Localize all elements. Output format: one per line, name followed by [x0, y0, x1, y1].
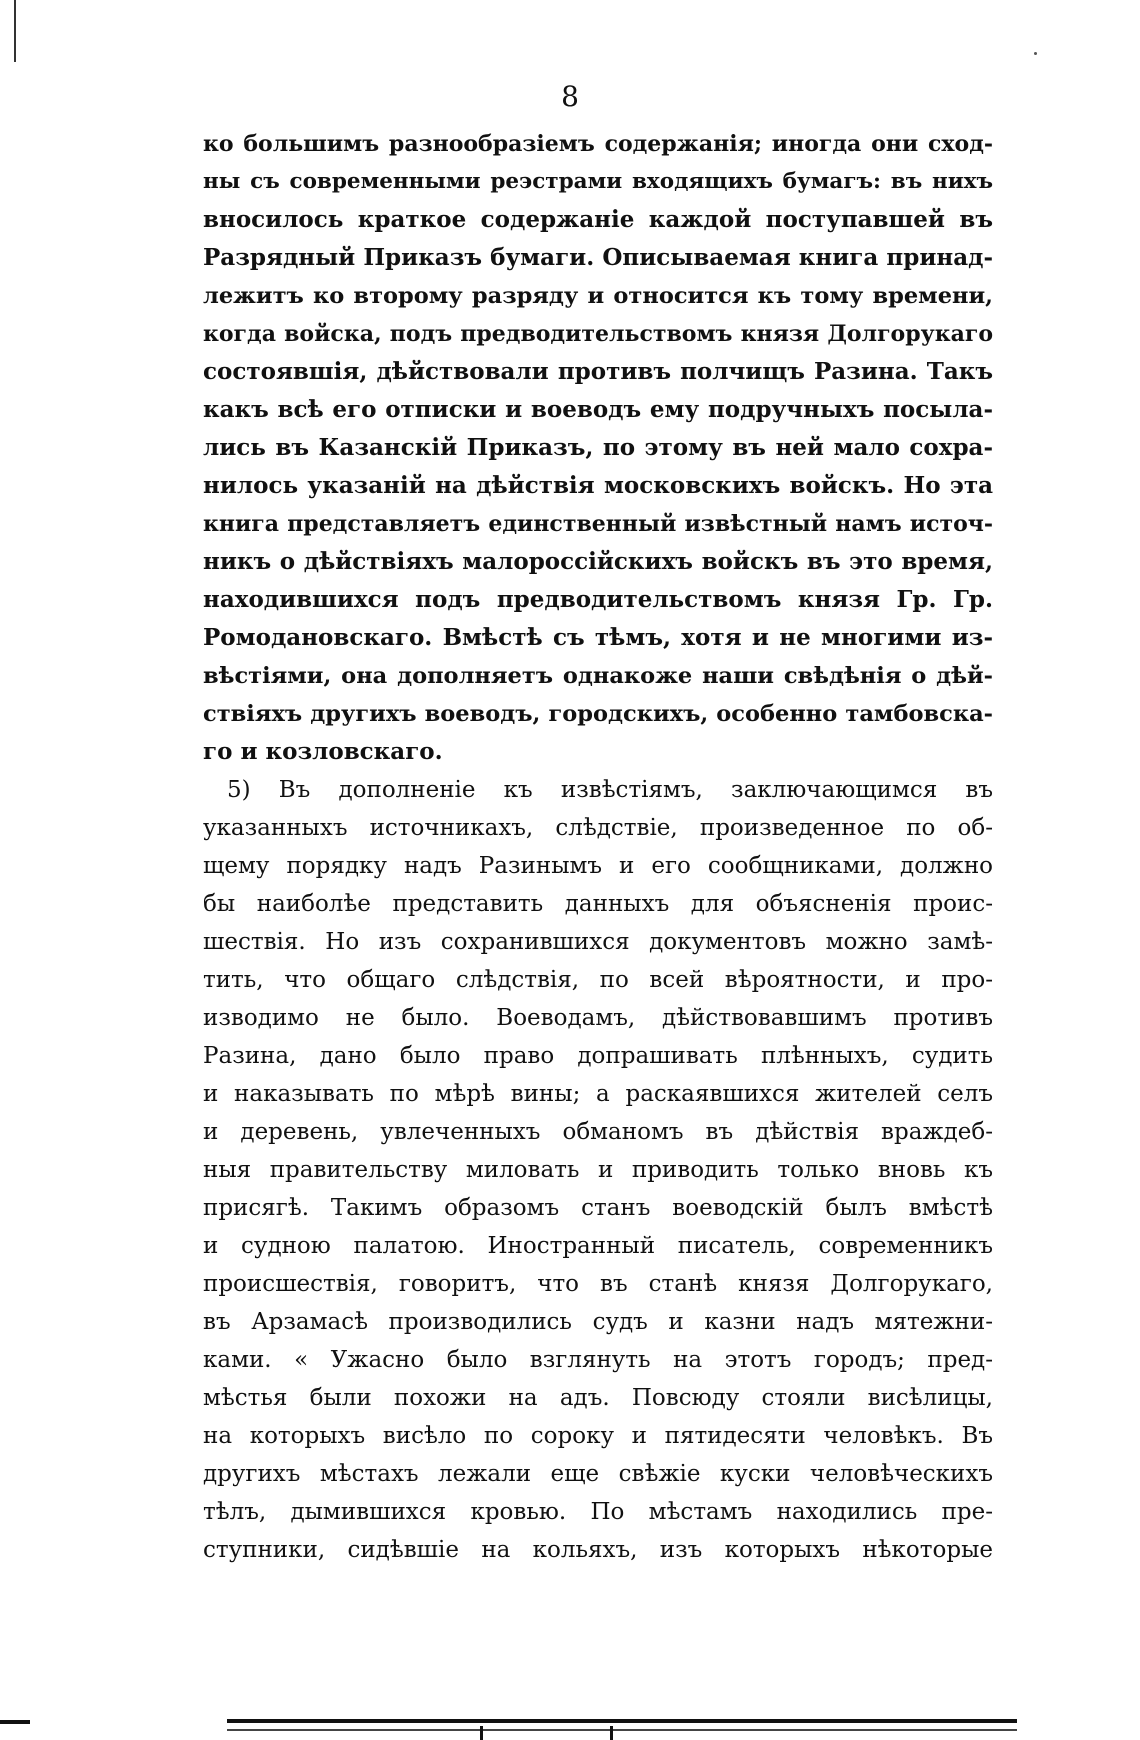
footer-rule-fragment	[0, 1720, 30, 1724]
page-number: 8	[561, 80, 579, 113]
text-line: какъ всѣ его отписки и воеводъ ему подручныхъ посыла-	[203, 396, 993, 423]
footer-tick-mark	[610, 1726, 613, 1740]
text-line: ступники, сидѣвшіе на кольяхъ, изъ которыхъ нѣкоторые	[203, 1537, 993, 1563]
text-line: другихъ мѣстахъ лежали еще свѣжіе куски человѣческихъ	[203, 1461, 993, 1487]
footer-rule	[227, 1719, 1017, 1723]
text-line: тѣлъ, дымившихся кровью. По мѣстамъ находились пре-	[203, 1499, 993, 1525]
text-line: Ромодановскаго. Вмѣстѣ съ тѣмъ, хотя и не многими из-	[203, 624, 993, 651]
text-line: ныя правительству миловать и приводить только вновь къ	[203, 1157, 993, 1183]
text-line: ны съ современными реэстрами входящихъ бумагъ: въ нихъ	[203, 169, 993, 194]
text-line: находившихся подъ предводительствомъ князя Гр. Гр.	[203, 586, 993, 613]
text-line: лись въ Казанскій Приказъ, по этому въ ней мало сохра-	[203, 434, 993, 461]
scan-edge-mark	[14, 0, 16, 62]
text-line: и деревень, увлеченныхъ обманомъ въ дѣйствія враждеб-	[203, 1119, 993, 1145]
text-line: въ Арзамасѣ производились судъ и казни надъ мятежни-	[203, 1309, 993, 1335]
text-line: вносилось краткое содержаніе каждой поступавшей въ	[203, 206, 993, 233]
text-line: шествія. Но изъ сохранившихся документовъ можно замѣ-	[203, 929, 993, 955]
text-line: мѣстья были похожи на адъ. Повсюду стояли висѣлицы,	[203, 1385, 993, 1411]
text-line: щему порядку надъ Разинымъ и его сообщниками, должно	[203, 853, 993, 879]
body-text	[203, 125, 993, 1569]
paragraph-end-line: го и козловскаго.	[203, 738, 443, 765]
text-line: изводимо не было. Воеводамъ, дѣйствовавшимъ противъ	[203, 1005, 993, 1031]
text-line: тить, что общаго слѣдствія, по всей вѣроятности, и про-	[203, 967, 993, 993]
text-line: указанныхъ источникахъ, слѣдствіе, произведенное по об-	[203, 815, 993, 841]
text-line: ствіяхъ другихъ воеводъ, городскихъ, особенно тамбовска-	[203, 701, 993, 727]
text-line: ками. « Ужасно было взглянуть на этотъ городъ; пред-	[203, 1347, 993, 1373]
text-line: и судною палатою. Иностранный писатель, современникъ	[203, 1233, 993, 1259]
text-line: присягѣ. Такимъ образомъ станъ воеводскій былъ вмѣстѣ	[203, 1195, 993, 1221]
footer-tick-mark	[480, 1726, 483, 1740]
text-line: состоявшія, дѣйствовали противъ полчищъ Разина. Такъ	[203, 358, 993, 385]
scan-speck	[1034, 52, 1037, 55]
text-line: нилось указаній на дѣйствія московскихъ войскъ. Но эта	[203, 472, 993, 499]
text-line: книга представляетъ единственный извѣстный намъ источ-	[203, 511, 993, 537]
text-line: вѣстіями, она дополняетъ однакоже наши свѣдѣнія о дѣй-	[203, 663, 993, 689]
text-line: происшествія, говоритъ, что въ станѣ князя Долгорукаго,	[203, 1271, 993, 1297]
text-line: бы наиболѣе представить данныхъ для объясненія проис-	[203, 891, 993, 917]
text-line: ко большимъ разнообразіемъ содержанія; иногда они сход-	[203, 131, 993, 157]
text-line: лежитъ ко второму разряду и относится къ тому времени,	[203, 283, 993, 309]
text-line: Разина, дано было право допрашивать плѣнныхъ, судить	[203, 1043, 993, 1069]
text-line: Разрядный Приказъ бумаги. Описываемая книга принад-	[203, 244, 993, 271]
text-line: никъ о дѣйствіяхъ малороссійскихъ войскъ въ это время,	[203, 548, 993, 575]
text-line: на которыхъ висѣло по сороку и пятидесяти человѣкъ. Въ	[203, 1423, 993, 1449]
section-5-first-line: 5) Въ дополненіе къ извѣстіямъ, заключающимся въ	[227, 777, 993, 803]
text-line: когда войска, подъ предводительствомъ князя Долгорукаго	[203, 321, 993, 347]
footer-rule-thin	[227, 1729, 1017, 1731]
text-line: и наказывать по мѣрѣ вины; а раскаявшихся жителей селъ	[203, 1081, 993, 1107]
